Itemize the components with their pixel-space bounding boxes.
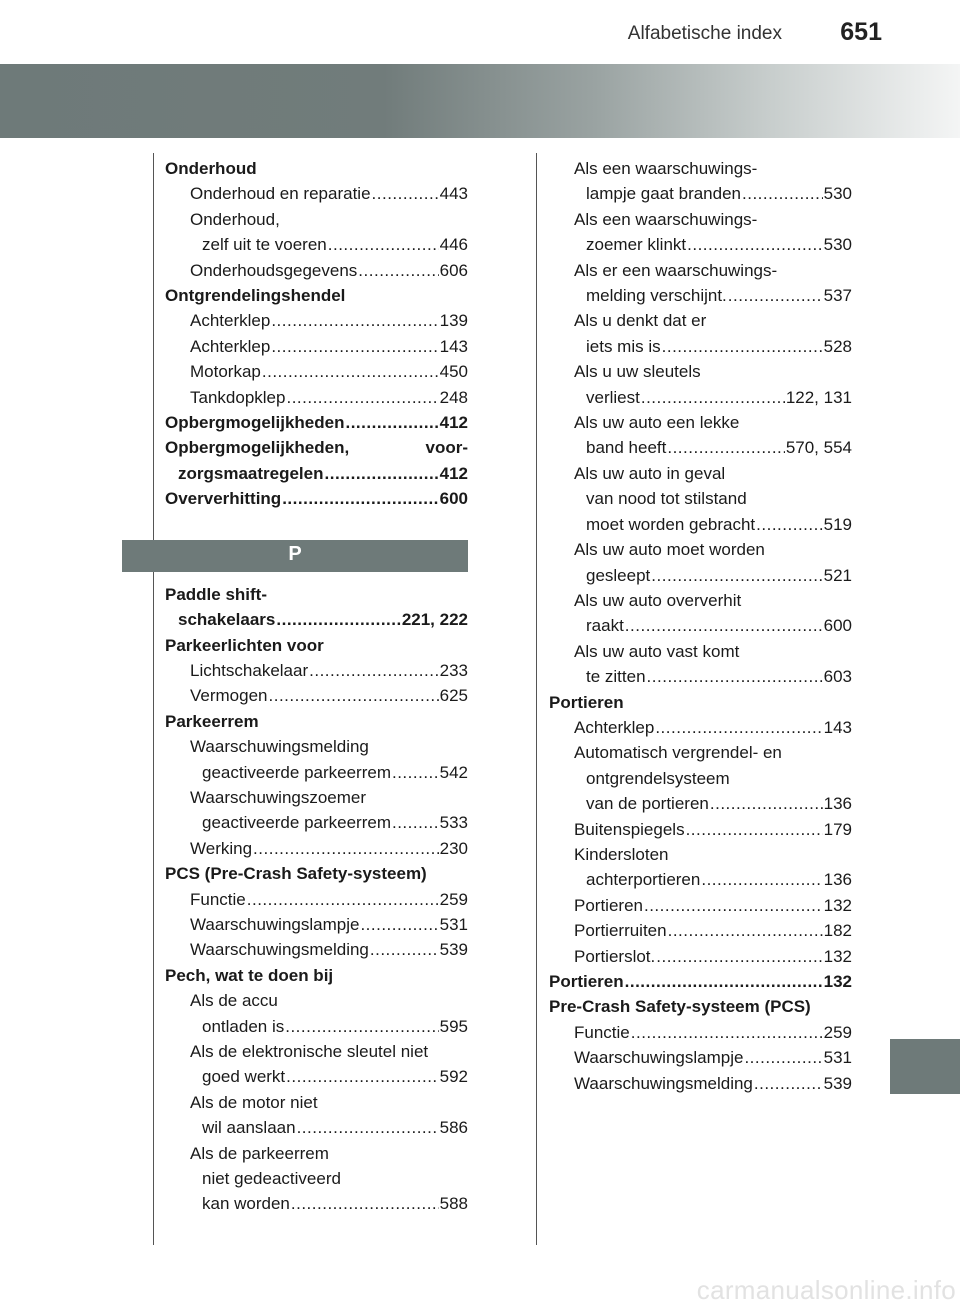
index-entry xyxy=(549,385,852,410)
page-header xyxy=(0,0,960,64)
index-entry xyxy=(165,207,468,232)
index-entry xyxy=(165,734,468,759)
entry-label: geactiveerde parkeerrem xyxy=(202,813,391,833)
dot-leader xyxy=(662,334,823,359)
dot-leader xyxy=(651,563,822,588)
dot-leader xyxy=(247,887,439,912)
dot-leader xyxy=(392,810,439,835)
entry-label: zelf uit te voeren xyxy=(202,235,327,255)
entry-label: ontgrendelsysteem xyxy=(586,768,730,788)
index-group-p-right xyxy=(549,156,852,1096)
entry-label: Onderhoud xyxy=(165,159,257,178)
index-group-o xyxy=(165,156,468,512)
entry-label: Achterklep xyxy=(190,311,271,331)
index-entry xyxy=(165,1039,468,1064)
entry-label: Waarschuwingsmelding xyxy=(574,1073,753,1093)
header-title: Alfabetische index xyxy=(627,23,782,44)
entry-label: Waarschuwingslampje xyxy=(190,914,360,934)
entry-page-number: 230 xyxy=(439,838,468,858)
entry-page-number: 600 xyxy=(439,489,468,509)
dot-leader xyxy=(754,1071,823,1096)
index-entry xyxy=(549,944,852,969)
entry-label: lampje gaat branden xyxy=(586,184,742,204)
index-entry xyxy=(165,709,468,734)
entry-page-number: 259 xyxy=(823,1022,852,1042)
dot-leader xyxy=(345,410,438,435)
entry-label: Buitenspiegels xyxy=(574,819,685,839)
entry-label: moet worden gebracht xyxy=(586,514,756,534)
index-entry xyxy=(549,817,852,842)
entry-page-number: 450 xyxy=(439,362,468,382)
watermark: carmanualsonline.info xyxy=(696,1275,956,1305)
entry-label: Oververhitting xyxy=(165,489,282,509)
dot-leader xyxy=(360,912,438,937)
index-entry xyxy=(165,410,468,435)
entry-page-number: 521 xyxy=(823,565,852,585)
entry-label: Automatisch vergrendel- en xyxy=(574,743,782,763)
entry-page-number: 412 xyxy=(439,463,468,483)
dot-leader xyxy=(668,918,823,943)
entry-page-number: 537 xyxy=(823,286,852,306)
entry-page-number: 530 xyxy=(823,184,852,204)
entry-page-number: 570, 554 xyxy=(785,438,852,458)
entry-label: Als een waarschuwings- xyxy=(574,159,758,178)
index-entry xyxy=(549,537,852,562)
index-entry xyxy=(549,588,852,613)
dot-leader xyxy=(687,232,822,257)
index-entry xyxy=(165,683,468,708)
entry-label: Waarschuwingszoemer xyxy=(190,787,367,807)
dot-leader xyxy=(686,817,823,842)
entry-label: Als de elektronische sleutel niet xyxy=(190,1042,429,1061)
entry-label: Als u denkt dat er xyxy=(574,311,707,331)
index-entry xyxy=(549,1020,852,1045)
entry-label: kan worden xyxy=(202,1194,290,1214)
entry-page-number: 132 xyxy=(823,895,852,915)
entry-page-number: 606 xyxy=(439,260,468,280)
entry-label: ontladen is xyxy=(202,1016,285,1036)
dot-leader xyxy=(701,867,822,892)
entry-label: Kindersloten xyxy=(574,844,669,864)
index-entry xyxy=(165,963,468,988)
index-entry xyxy=(549,563,852,588)
entry-page-number: 122, 131 xyxy=(785,387,852,407)
entry-page-number: 625 xyxy=(439,686,468,706)
index-entry xyxy=(549,435,852,460)
index-entry xyxy=(549,181,852,206)
dot-leader xyxy=(262,359,439,384)
index-entry xyxy=(549,690,852,715)
entry-label: Als de parkeerrem xyxy=(190,1143,329,1163)
entry-page-number: 542 xyxy=(439,762,468,782)
entry-label: Parkeerlichten voor xyxy=(165,635,324,655)
dot-leader xyxy=(625,969,823,994)
dot-leader xyxy=(269,683,439,708)
entry-page-number: 259 xyxy=(439,889,468,909)
entry-label: Lichtschakelaar xyxy=(190,660,309,680)
entry-page-number: 233 xyxy=(439,660,468,680)
entry-label: iets mis is xyxy=(586,336,661,356)
dot-leader xyxy=(667,435,784,460)
dot-leader xyxy=(655,715,822,740)
entry-page-number: 531 xyxy=(823,1048,852,1068)
dot-leader xyxy=(358,258,438,283)
index-entry xyxy=(165,582,468,607)
column-rule-middle xyxy=(536,153,537,1245)
index-entry xyxy=(549,232,852,257)
index-entry xyxy=(165,1141,468,1166)
dot-leader xyxy=(271,334,438,359)
entry-label: Als de accu xyxy=(190,991,278,1011)
dot-leader xyxy=(742,181,823,206)
entry-label: Achterklep xyxy=(574,717,655,737)
index-entry xyxy=(165,156,468,181)
entry-page-number: 136 xyxy=(823,870,852,890)
entry-page-number: 412 xyxy=(439,413,468,433)
index-entry xyxy=(549,867,852,892)
index-entry xyxy=(165,1115,468,1140)
dot-leader xyxy=(282,486,438,511)
entry-label: Als uw auto vast komt xyxy=(574,641,740,661)
dot-leader xyxy=(276,607,400,632)
entry-label: Achterklep xyxy=(190,336,271,356)
index-entry xyxy=(549,461,852,486)
entry-label: melding verschijnt. xyxy=(586,286,727,306)
index-entry xyxy=(549,969,852,994)
entry-page-number: 595 xyxy=(439,1016,468,1036)
entry-label: Portieren xyxy=(549,972,624,991)
dot-leader xyxy=(641,385,785,410)
entry-page-number: 139 xyxy=(439,311,468,331)
index-entry xyxy=(549,791,852,816)
index-entry xyxy=(549,1071,852,1096)
entry-label: schakelaars xyxy=(178,610,276,630)
entry-page-number: 586 xyxy=(439,1118,468,1138)
index-entry xyxy=(165,359,468,384)
index-entry xyxy=(549,918,852,943)
entry-label: Als uw auto moet worden xyxy=(574,540,765,560)
entry-page-number: 519 xyxy=(823,514,852,534)
entry-label: Onderhoud en reparatie xyxy=(190,184,371,204)
dot-leader xyxy=(285,1014,438,1039)
index-entry xyxy=(165,785,468,810)
entry-label: Werking xyxy=(190,838,253,858)
entry-page-number: 603 xyxy=(823,667,852,687)
index-entry xyxy=(549,842,852,867)
entry-page-number: 143 xyxy=(823,717,852,737)
index-entry xyxy=(165,486,468,511)
index-entry xyxy=(549,308,852,333)
entry-label: Onderhoudsgegevens xyxy=(190,260,358,280)
index-entry xyxy=(165,633,468,658)
entry-page-number: 143 xyxy=(439,336,468,356)
index-entry xyxy=(549,512,852,537)
index-column-right xyxy=(549,156,852,1096)
entry-label: te zitten xyxy=(586,667,646,687)
index-entry xyxy=(165,1090,468,1115)
index-entry xyxy=(549,766,852,791)
entry-page-number: 446 xyxy=(439,235,468,255)
dot-leader xyxy=(372,181,439,206)
dot-leader xyxy=(271,308,438,333)
entry-label: Functie xyxy=(574,1022,630,1042)
dot-leader xyxy=(309,658,439,683)
index-entry xyxy=(549,664,852,689)
index-entry xyxy=(549,715,852,740)
entry-label: Portieren xyxy=(549,692,624,712)
column-rule-left xyxy=(153,153,154,1245)
index-entry xyxy=(165,861,468,886)
entry-page-number: 539 xyxy=(439,940,468,960)
dot-leader xyxy=(325,461,439,486)
entry-label: achterportieren xyxy=(586,870,701,890)
entry-label: Motorkap xyxy=(190,362,261,382)
dot-leader xyxy=(644,893,823,918)
entry-label: Waarschuwingsmelding xyxy=(190,737,369,757)
index-entry xyxy=(549,639,852,664)
dot-leader xyxy=(744,1045,822,1070)
dot-leader xyxy=(656,944,822,969)
index-entry xyxy=(165,836,468,861)
entry-page-number: 531 xyxy=(439,914,468,934)
index-entry xyxy=(165,1014,468,1039)
index-entry xyxy=(549,156,852,181)
index-entry xyxy=(165,912,468,937)
section-letter: P xyxy=(288,542,302,565)
entry-page-number: 592 xyxy=(439,1067,468,1087)
index-entry xyxy=(549,994,852,1019)
entry-label: Tankdopklep xyxy=(190,387,286,407)
index-entry xyxy=(165,283,468,308)
entry-label: zoemer klinkt xyxy=(586,235,687,255)
entry-label: Als u uw sleutels xyxy=(574,362,701,382)
dot-leader xyxy=(370,937,439,962)
entry-label: Portierruiten xyxy=(574,921,667,941)
entry-label: Waarschuwingslampje xyxy=(574,1048,744,1068)
dot-leader xyxy=(631,1020,823,1045)
entry-label: Portieren xyxy=(574,895,643,915)
entry-page-number: 533 xyxy=(439,813,468,833)
index-entry xyxy=(165,760,468,785)
entry-page-number: 132 xyxy=(823,972,852,991)
section-header-p xyxy=(122,540,468,572)
index-entry xyxy=(165,385,468,410)
dot-leader xyxy=(297,1115,439,1140)
entry-label-end: voor- xyxy=(425,438,468,458)
entry-label: Als uw auto oververhit xyxy=(574,590,742,610)
index-entry xyxy=(549,613,852,638)
entry-label: wil aanslaan xyxy=(202,1118,296,1138)
header-banner xyxy=(0,64,960,138)
index-entry xyxy=(549,334,852,359)
entry-label: niet gedeactiveerd xyxy=(202,1169,341,1189)
index-entry xyxy=(165,937,468,962)
index-entry xyxy=(165,461,468,486)
entry-page-number: 530 xyxy=(823,235,852,255)
entry-label: geactiveerde parkeerrem xyxy=(202,762,391,782)
entry-label: Parkeerrem xyxy=(165,711,259,731)
index-entry xyxy=(549,283,852,308)
entry-label: Vermogen xyxy=(190,686,268,706)
entry-page-number: 600 xyxy=(823,616,852,636)
entry-label: Als de motor niet xyxy=(190,1092,318,1112)
entry-label: Als er een waarschuwings- xyxy=(574,260,778,280)
index-entry xyxy=(165,1064,468,1089)
dot-leader xyxy=(253,836,439,861)
entry-label: Pech, wat te doen bij xyxy=(165,965,334,985)
dot-leader xyxy=(286,1064,438,1089)
index-entry xyxy=(549,893,852,918)
index-entry xyxy=(165,1191,468,1216)
entry-label: PCS (Pre-Crash Safety-systeem) xyxy=(165,864,427,884)
index-entry xyxy=(549,410,852,435)
index-entry xyxy=(165,258,468,283)
entry-label: Onderhoud, xyxy=(190,209,280,229)
index-entry xyxy=(549,207,852,232)
index-entry xyxy=(549,486,852,511)
entry-label: Portierslot. xyxy=(574,946,656,966)
entry-page-number: 182 xyxy=(823,921,852,941)
index-entry xyxy=(165,988,468,1013)
entry-label: raakt xyxy=(586,616,624,636)
dot-leader xyxy=(756,512,822,537)
entry-label: band heeft xyxy=(586,438,667,458)
entry-label: zorgsmaatregelen xyxy=(178,463,324,483)
entry-label: Functie xyxy=(190,889,246,909)
entry-page-number: 588 xyxy=(439,1194,468,1214)
index-entry xyxy=(165,334,468,359)
entry-label: Waarschuwingsmelding xyxy=(190,940,369,960)
index-entry xyxy=(165,181,468,206)
index-entry xyxy=(165,308,468,333)
index-entry xyxy=(165,658,468,683)
dot-leader xyxy=(291,1191,439,1216)
entry-page-number: 221, 222 xyxy=(401,610,468,630)
index-entry xyxy=(165,607,468,632)
dot-leader xyxy=(710,791,823,816)
dot-leader xyxy=(728,283,823,308)
dot-leader xyxy=(392,760,439,785)
index-entry xyxy=(165,435,468,460)
entry-label: verliest xyxy=(586,387,640,407)
entry-page-number: 136 xyxy=(823,794,852,814)
index-entry xyxy=(165,232,468,257)
index-entry xyxy=(549,258,852,283)
page-number: 651 xyxy=(840,18,882,46)
entry-page-number: 132 xyxy=(823,946,852,966)
index-entry xyxy=(165,887,468,912)
dot-leader xyxy=(328,232,439,257)
entry-label: Paddle shift- xyxy=(165,584,268,604)
dot-leader xyxy=(286,385,438,410)
section-thumb-tab xyxy=(890,1039,960,1094)
index-entry xyxy=(165,810,468,835)
entry-page-number: 443 xyxy=(439,184,468,204)
index-group-p-left xyxy=(165,582,468,1217)
entry-label: van de portieren xyxy=(586,794,709,814)
entry-label: Opbergmogelijkheden, xyxy=(165,438,350,458)
entry-label: van nood tot stilstand xyxy=(586,489,747,509)
entry-label: Als uw auto een lekke xyxy=(574,413,740,433)
index-entry xyxy=(549,740,852,765)
entry-label: Pre-Crash Safety-systeem (PCS) xyxy=(549,997,811,1017)
entry-page-number: 539 xyxy=(823,1073,852,1093)
entry-label: Als een waarschuwings- xyxy=(574,209,758,229)
entry-label: Opbergmogelijkheden xyxy=(165,413,345,433)
dot-leader xyxy=(647,664,823,689)
entry-page-number: 528 xyxy=(823,336,852,356)
entry-label: Als uw auto in geval xyxy=(574,463,726,483)
entry-label: Ontgrendelingshendel xyxy=(165,286,346,306)
entry-label: gesleept xyxy=(586,565,651,585)
entry-page-number: 248 xyxy=(439,387,468,407)
dot-leader xyxy=(625,613,823,638)
entry-label: goed werkt xyxy=(202,1067,286,1087)
index-column-left xyxy=(165,156,468,1217)
index-entry xyxy=(549,359,852,384)
index-entry xyxy=(165,1166,468,1191)
entry-page-number: 179 xyxy=(823,819,852,839)
index-entry xyxy=(549,1045,852,1070)
